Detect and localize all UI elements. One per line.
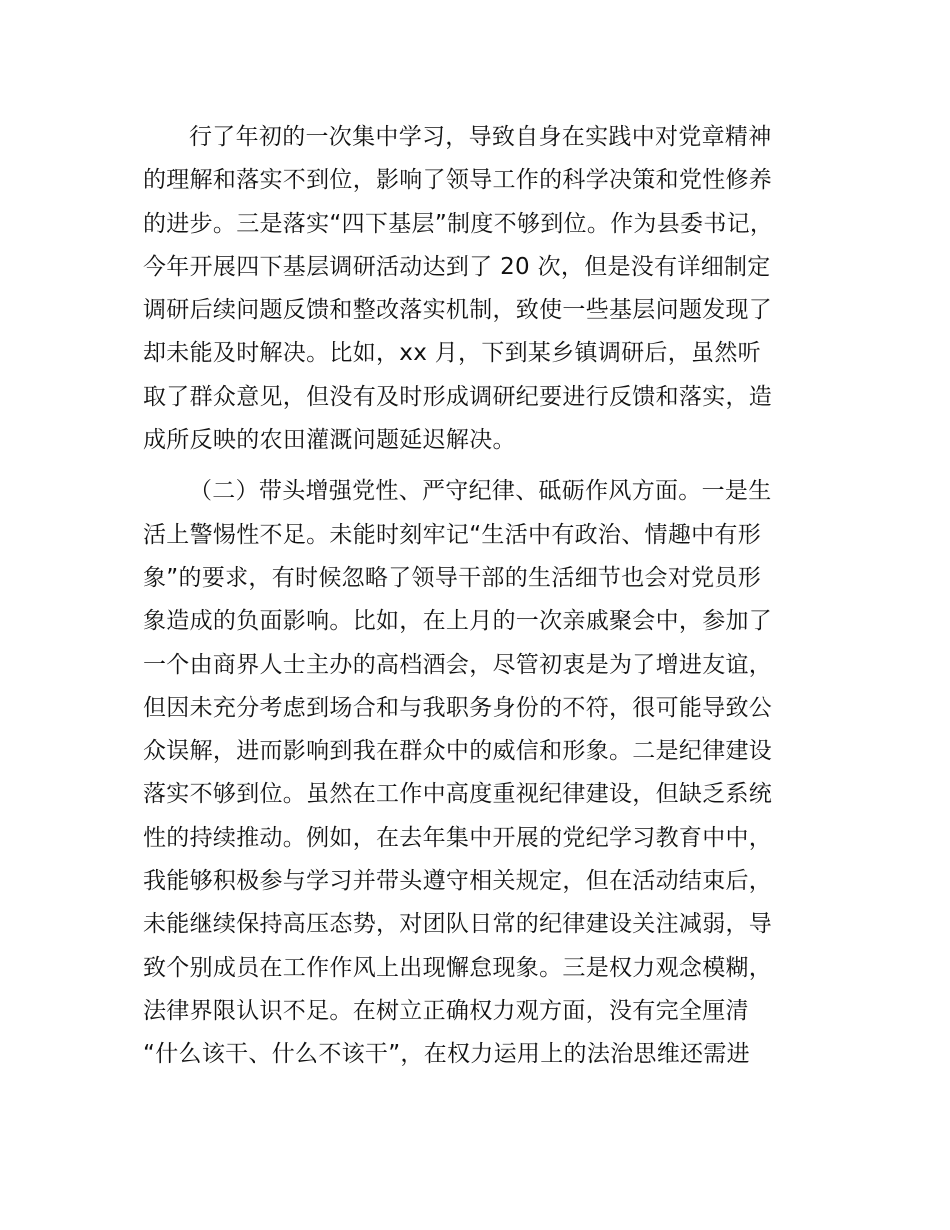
paragraph-gap: [143, 462, 843, 470]
text-line: 法律界限认识不足。在树立正确权力观方面，没有完全厘清: [143, 997, 749, 1024]
paragraph-continued: [143, 116, 843, 462]
document-body: [143, 116, 843, 1077]
text-line: 成所反映的农田灌溉问题延迟解决。: [143, 427, 516, 454]
text-line: 的理解和落实不到位，影响了领导工作的科学决策和党性修养: [143, 167, 773, 194]
text-line: 落实不够到位。虽然在工作中高度重视纪律建设，但缺乏系统: [143, 781, 773, 808]
text-line: 象造成的负面影响。比如，在上月的一次亲戚聚会中，参加了: [143, 608, 773, 635]
text-line: 取了群众意见，但没有及时形成调研纪要进行反馈和落实，造: [143, 383, 773, 410]
text-line: 众误解，进而影响到我在群众中的威信和形象。二是纪律建设: [143, 738, 773, 765]
text-line: 活上警惕性不足。未能时刻牢记“生活中有政治、情趣中有形: [143, 521, 762, 548]
text-line: “什么该干、什么不该干”，在权力运用上的法治思维还需进: [143, 1041, 750, 1068]
text-line: （二）带头增强党性、严守纪律、砥砺作风方面。一是生: [189, 478, 772, 505]
text-line: 却未能及时解决。比如，xx 月，下到某乡镇调研后，虽然听: [143, 340, 761, 367]
text-line: 象”的要求，有时候忽略了领导干部的生活细节也会对党员形: [143, 564, 762, 591]
text-line: 的进步。三是落实“四下基层”制度不够到位。作为县委书记，: [143, 210, 774, 237]
text-line: 一个由商界人士主办的高档酒会，尽管初衷是为了增进友谊，: [143, 651, 773, 678]
text-line: 未能继续保持高压态势，对团队日常的纪律建设关注减弱，导: [143, 911, 773, 938]
text-line: 今年开展四下基层调研活动达到了 20 次，但是没有详细制定: [143, 253, 771, 280]
text-line: 行了年初的一次集中学习，导致自身在实践中对党章精神: [189, 124, 772, 150]
text-line: 性的持续推动。例如，在去年集中开展的党纪学习教育中中，: [143, 824, 773, 851]
text-line: 调研后续问题反馈和整改落实机制，致使一些基层问题发现了: [143, 297, 773, 324]
text-line: 我能够积极参与学习并带头遵守相关规定，但在活动结束后，: [143, 868, 773, 895]
text-line: 但因未充分考虑到场合和与我职务身份的不符，很可能导致公: [143, 694, 773, 721]
text-line: 致个别成员在工作作风上出现懈怠现象。三是权力观念模糊，: [143, 954, 773, 981]
paragraph-section-two: [143, 470, 843, 1076]
